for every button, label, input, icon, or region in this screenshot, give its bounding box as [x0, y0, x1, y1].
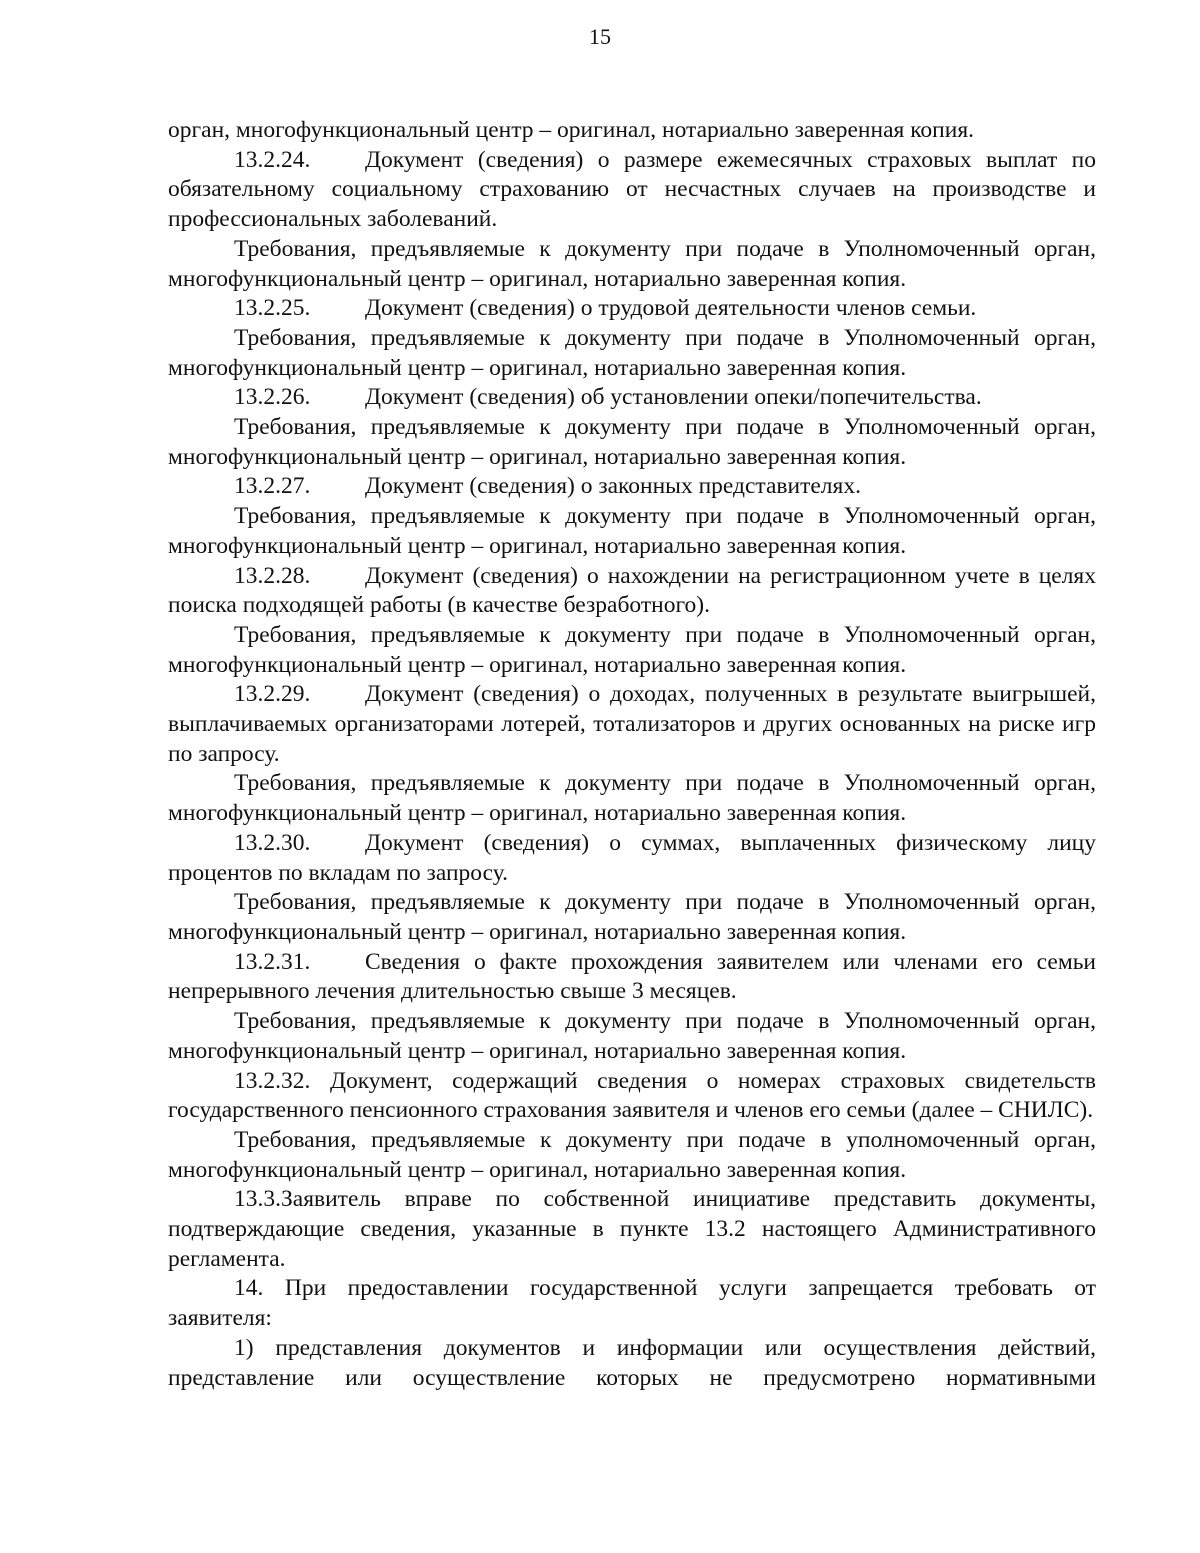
item-number: 13.2.26.	[234, 384, 311, 411]
item-text: Сведения о факте прохождения заявителем или членами его семьи непрерывного лечения длительностью свыше 3 месяцев.	[168, 948, 1096, 1005]
paragraph-requirements: Требования, предъявляемые к документу при подаче в Уполномоченный орган, многофункциональный центр – оригинал, нотариально заверенная копия.	[168, 621, 1096, 678]
paragraph-requirements: Требования, предъявляемые к документу при подаче в Уполномоченный орган, многофункциональный центр – оригинал, нотариально заверенная копия.	[168, 1008, 1096, 1064]
paragraph-requirements: Требования, предъявляемые к документу при подаче в Уполномоченный орган, многофункциональный центр – оригинал, нотариально заверенная копия.	[168, 770, 1096, 827]
item-number: 13.2.27.	[234, 473, 311, 500]
item-text: Документ (сведения) о доходах, полученных в результате выигрышей, выплачиваемых организаторами лотерей, тотализаторов и других основанных на риске игр по запросу.	[168, 681, 1096, 767]
paragraph-13-2-32: 13.2.32. Документ, содержащий сведения о номерах страховых свидетельств государственного пенсионного страхования заявителя и членов его семьи (далее – СНИЛС).	[168, 1067, 1096, 1124]
paragraph-requirements: Требования, предъявляемые к документу при подаче в Уполномоченный орган, многофункциональный центр – оригинал, нотариально заверенная копия.	[168, 414, 1096, 470]
paragraph-requirements: Требования, предъявляемые к документу при подаче в Уполномоченный орган, многофункциональный центр – оригинал, нотариально заверенная копия.	[168, 324, 1096, 381]
item-number: 13.2.29.	[234, 681, 311, 708]
item-number: 13.2.31.	[234, 948, 311, 975]
item-number: 13.2.24.	[234, 146, 311, 173]
item-number: 13.2.30.	[234, 829, 311, 856]
paragraph-continuation: орган, многофункциональный центр – оригинал, нотариально заверенная копия.	[168, 117, 974, 143]
item-number: 13.2.28.	[234, 562, 311, 589]
paragraph-14: 14. При предоставлении государственной услуги запрещается требовать от заявителя:	[168, 1275, 1096, 1332]
paragraph-13-3: 13.3.Заявитель вправе по собственной инициативе представить документы, подтверждающие сведения, указанные в пункте 13.2 настоящего Административного регламента.	[168, 1186, 1096, 1272]
item-text: Документ (сведения) о суммах, выплаченных физическому лицу процентов по вкладам по запросу.	[168, 829, 1096, 886]
paragraph-13-2-29	[168, 680, 1096, 769]
item-text: Документ (сведения) о трудовой деятельности членов семьи.	[365, 295, 977, 322]
page-number: 15	[589, 24, 611, 49]
paragraph-requirements: Требования, предъявляемые к документу при подаче в уполномоченный орган, многофункциональный центр – оригинал, нотариально заверенная копия.	[168, 1126, 1096, 1183]
paragraph-13-2-25	[168, 294, 1096, 324]
paragraph-requirements: Требования, предъявляемые к документу при подаче в Уполномоченный орган, многофункциональный центр – оригинал, нотариально заверенная копия.	[168, 235, 1096, 292]
item-text: Документ (сведения) о нахождении на регистрационном учете в целях поиска подходящей работы (в качестве безработного).	[168, 562, 1096, 619]
item-text: Документ (сведения) об установлении опеки/попечительства.	[365, 384, 982, 411]
paragraph-13-2-28	[168, 562, 1096, 621]
item-number: 13.2.25.	[234, 295, 311, 322]
paragraph-requirements: Требования, предъявляемые к документу при подаче в Уполномоченный орган, многофункциональный центр – оригинал, нотариально заверенная копия.	[168, 889, 1096, 945]
paragraph-13-2-26	[168, 383, 1096, 413]
paragraph-requirements: Требования, предъявляемые к документу при подаче в Уполномоченный орган, многофункциональный центр – оригинал, нотариально заверенная копия.	[168, 503, 1096, 559]
paragraph-13-2-27	[168, 472, 1096, 502]
item-text: Документ (сведения) о законных представителях.	[365, 473, 861, 500]
paragraph-13-2-24	[168, 146, 1096, 235]
item-text: Документ (сведения) о размере ежемесячных страховых выплат по обязательному социальному страхованию от несчастных случаев на производстве и профессиональных заболеваний.	[168, 146, 1096, 233]
paragraph-13-2-30	[168, 829, 1096, 888]
paragraph-13-2-31	[168, 948, 1096, 1007]
paragraph-14-1: 1) представления документов и информации или осуществления действий, представление или осуществление которых не предусмотрено нормативными	[168, 1334, 1096, 1391]
document-body	[168, 116, 1096, 1393]
